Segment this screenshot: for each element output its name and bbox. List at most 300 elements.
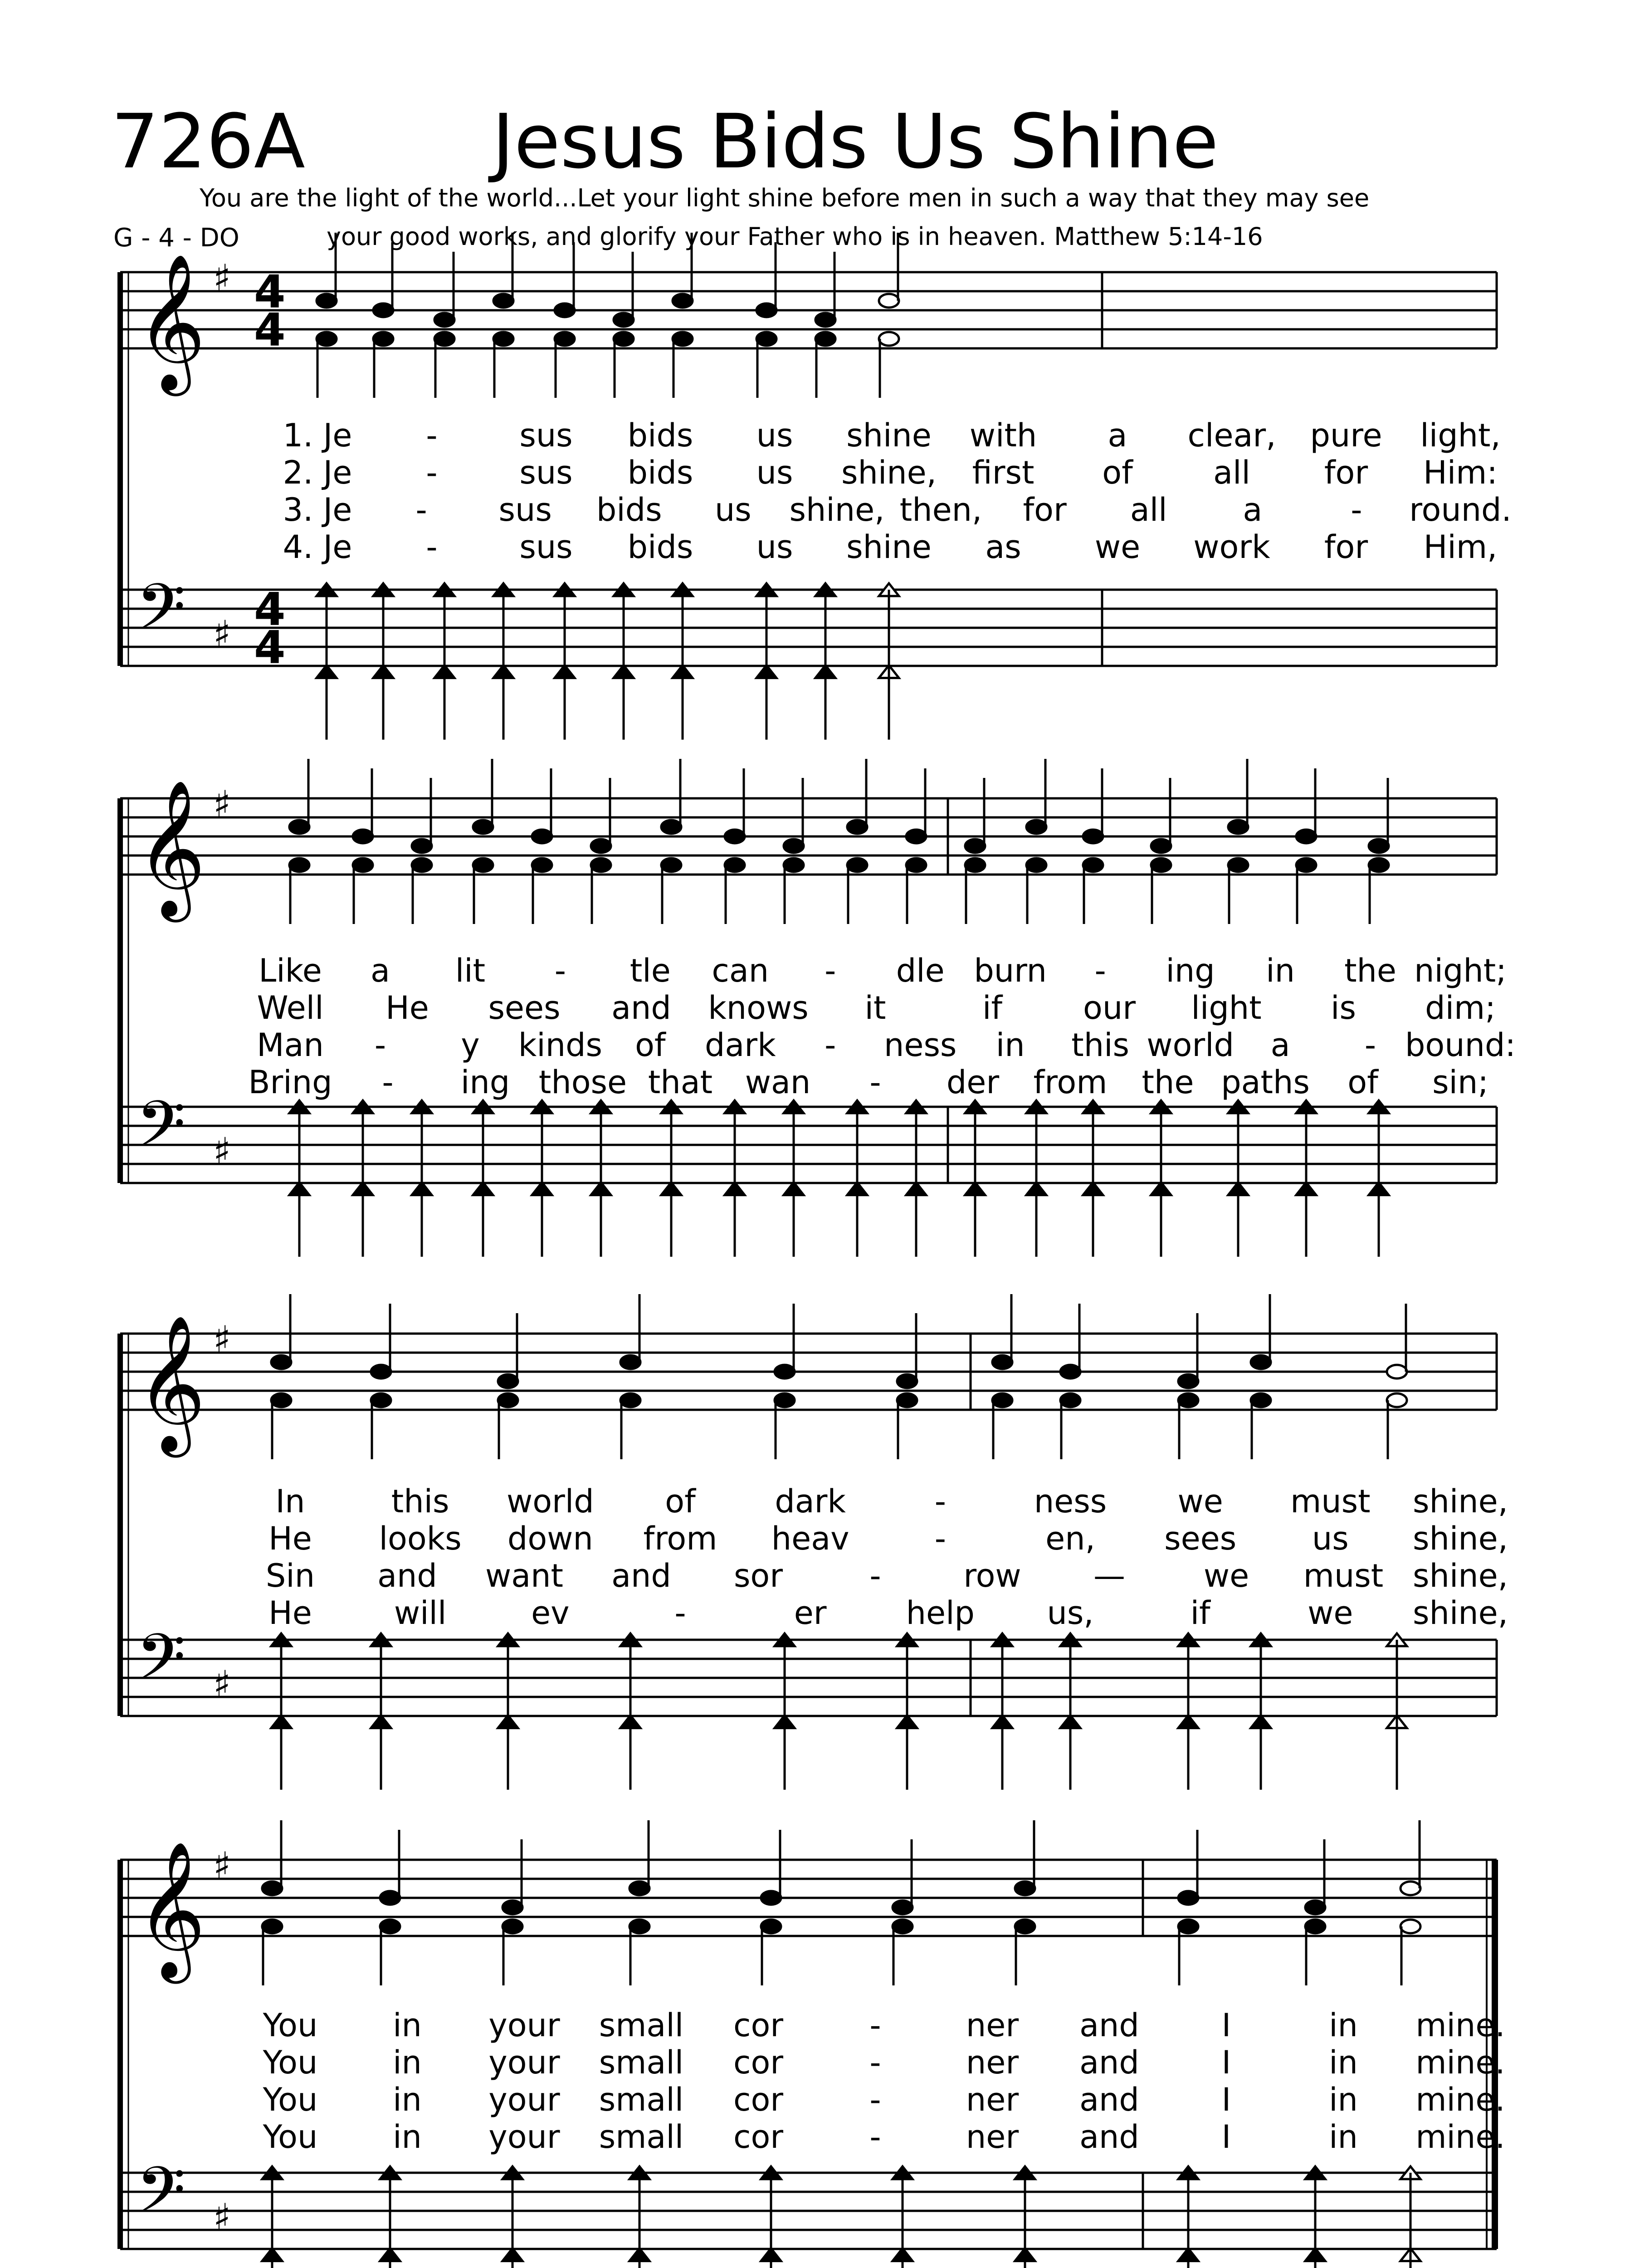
lyric-syllable: cor xyxy=(733,2118,784,2156)
note-head xyxy=(1178,1891,1198,1905)
lyric-syllable: must xyxy=(1290,1483,1371,1520)
lyric-syllable: Like xyxy=(259,952,322,989)
note-head xyxy=(493,332,513,346)
note-head xyxy=(1401,1882,1420,1895)
scripture-epigraph-line-1: You are the light of the world...Let your light shine before men in such a way that they may see xyxy=(200,184,1370,212)
lyric-syllable: - xyxy=(554,952,566,989)
note-head xyxy=(1151,839,1171,853)
note-head xyxy=(1026,820,1046,834)
note-head xyxy=(1178,1374,1198,1388)
note-head xyxy=(906,830,926,843)
note-head xyxy=(380,1891,400,1905)
lyric-syllable: 4. Je xyxy=(283,528,352,566)
lyric-syllable: work xyxy=(1193,528,1270,566)
lyric-syllable: help xyxy=(906,1594,975,1632)
lyric-syllable: bids xyxy=(596,491,662,528)
lyric-syllable: shine, xyxy=(1413,1520,1508,1557)
treble-clef-icon: 𝄞 xyxy=(136,779,206,916)
note-head xyxy=(784,858,804,872)
lyric-line xyxy=(0,417,1625,456)
lyric-syllable: in xyxy=(1329,2081,1358,2118)
sharp-icon: ♯ xyxy=(213,2196,231,2238)
lyric-syllable: I xyxy=(1221,2118,1231,2156)
note-head xyxy=(353,858,373,872)
note-head xyxy=(1251,1393,1271,1407)
note-head xyxy=(620,1393,640,1407)
lyric-syllable: - xyxy=(415,491,427,528)
lyric-syllable: a xyxy=(1108,417,1127,454)
bass-clef-icon: 𝄢 xyxy=(136,1087,186,1177)
note-head xyxy=(1305,1920,1325,1933)
lyric-syllable: shine xyxy=(846,528,932,566)
lyric-syllable: In xyxy=(275,1483,305,1520)
note-head xyxy=(503,1901,522,1914)
note-head xyxy=(847,820,867,834)
note-head xyxy=(1387,1365,1407,1378)
note-head xyxy=(761,1920,781,1933)
note-head xyxy=(412,858,432,872)
lyric-syllable: sus xyxy=(519,528,573,566)
lyric-line xyxy=(0,1594,1625,1633)
lyric-syllable: - xyxy=(934,1520,946,1557)
note-head xyxy=(1151,858,1171,872)
lyric-syllable: world xyxy=(1147,1026,1234,1064)
note-head xyxy=(353,830,373,843)
note-head xyxy=(661,820,681,834)
note-head xyxy=(784,839,804,853)
note-head xyxy=(380,1920,400,1933)
note-head xyxy=(1369,858,1389,872)
lyric-syllable: sus xyxy=(519,417,573,454)
lyric-syllable: us xyxy=(714,491,752,528)
lyric-syllable: world xyxy=(506,1483,594,1520)
note-head xyxy=(317,294,337,308)
lyric-line xyxy=(0,1066,1625,1103)
lyric-syllable: - xyxy=(1364,1026,1376,1064)
lyric-syllable: us xyxy=(1312,1520,1349,1557)
lyric-syllable: mine. xyxy=(1415,2044,1505,2081)
treble-clef-icon: 𝄞 xyxy=(136,253,206,390)
sharp-icon: ♯ xyxy=(213,257,231,299)
lyric-syllable: shine xyxy=(846,417,932,454)
note-head xyxy=(1228,820,1248,834)
lyric-syllable: for xyxy=(1324,528,1368,566)
lyric-syllable: heav xyxy=(771,1520,849,1557)
lyric-syllable: sees xyxy=(1164,1520,1237,1557)
time-signature-bottom: 4 xyxy=(254,621,286,674)
lyric-line xyxy=(0,454,1625,493)
lyric-syllable: I xyxy=(1221,2007,1231,2044)
lyric-syllable: shine, xyxy=(841,454,937,491)
lyric-syllable: You xyxy=(263,2118,318,2156)
note-head xyxy=(847,858,867,872)
lyric-syllable: cor xyxy=(733,2081,784,2118)
lyric-syllable: shine, xyxy=(789,491,885,528)
note-head xyxy=(591,858,611,872)
note-head xyxy=(473,858,493,872)
treble-clef-icon: 𝄞 xyxy=(136,1315,206,1452)
lyric-syllable: and xyxy=(1079,2044,1139,2081)
note-head xyxy=(498,1393,518,1407)
lyric-syllable: burn xyxy=(974,952,1047,989)
lyric-syllable: 1. Je xyxy=(283,417,352,454)
note-head xyxy=(1178,1920,1198,1933)
lyric-syllable: lit xyxy=(455,952,486,989)
lyric-syllable: I xyxy=(1221,2044,1231,2081)
lyric-syllable: shine, xyxy=(1413,1594,1508,1632)
note-head xyxy=(317,332,337,346)
note-head xyxy=(775,1365,795,1378)
lyric-syllable: and xyxy=(611,1557,671,1594)
lyric-syllable: row xyxy=(963,1557,1021,1594)
lyric-syllable: ner xyxy=(966,2044,1019,2081)
lyric-syllable: first xyxy=(972,454,1035,491)
note-head xyxy=(1026,858,1046,872)
note-head xyxy=(555,303,575,317)
lyric-syllable: in xyxy=(995,1026,1025,1064)
note-head xyxy=(289,858,309,872)
note-head xyxy=(761,1891,781,1905)
note-head xyxy=(1083,858,1103,872)
lyric-syllable: He xyxy=(268,1594,312,1632)
note-head xyxy=(756,332,776,346)
lyric-syllable: bids xyxy=(627,528,693,566)
lyric-syllable: bids xyxy=(627,454,693,491)
note-head xyxy=(262,1920,282,1933)
lyric-syllable: - xyxy=(869,1064,881,1101)
note-head xyxy=(614,332,634,346)
hymn-title: Jesus Bids Us Shine xyxy=(492,98,1219,185)
note-head xyxy=(992,1393,1012,1407)
lyric-syllable: - xyxy=(382,1064,394,1101)
note-head xyxy=(373,303,393,317)
lyric-syllable: - xyxy=(825,1026,836,1064)
note-head xyxy=(897,1374,917,1388)
lyric-syllable: this xyxy=(391,1483,449,1520)
note-head xyxy=(992,1355,1012,1369)
lyric-syllable: want xyxy=(485,1557,563,1594)
lyric-syllable: and xyxy=(1079,2081,1139,2118)
lyric-syllable: ness xyxy=(1034,1483,1107,1520)
lyric-syllable: Sin xyxy=(265,1557,315,1594)
lyric-syllable: small xyxy=(599,2044,684,2081)
lyric-syllable: Him: xyxy=(1423,454,1498,491)
note-head xyxy=(271,1355,291,1369)
note-head xyxy=(614,313,634,327)
lyric-syllable: sees xyxy=(488,989,561,1026)
lyric-syllable: ing xyxy=(1166,952,1215,989)
lyric-syllable: the xyxy=(1344,952,1396,989)
lyric-syllable: knows xyxy=(708,989,809,1026)
lyric-syllable: He xyxy=(268,1520,312,1557)
note-head xyxy=(1178,1393,1198,1407)
lyric-line xyxy=(0,1557,1625,1596)
lyric-line xyxy=(0,1026,1625,1066)
lyric-syllable: we xyxy=(1094,528,1141,566)
bass-clef-icon: 𝄢 xyxy=(136,2153,186,2243)
sharp-icon: ♯ xyxy=(213,783,231,825)
lyric-syllable: the xyxy=(1142,1064,1194,1101)
note-head xyxy=(434,332,454,346)
lyric-syllable: then, xyxy=(899,491,982,528)
note-head xyxy=(879,294,899,308)
lyric-syllable: - xyxy=(426,417,438,454)
note-head xyxy=(965,839,985,853)
lyric-syllable: us xyxy=(756,417,793,454)
note-head xyxy=(756,303,776,317)
note-head xyxy=(532,830,552,843)
note-head xyxy=(815,313,835,327)
lyric-line xyxy=(0,989,1625,1028)
lyric-syllable: clear, xyxy=(1187,417,1276,454)
lyric-line xyxy=(0,2009,1625,2046)
note-head xyxy=(271,1393,291,1407)
lyric-syllable: mine. xyxy=(1415,2007,1505,2044)
note-head xyxy=(815,332,835,346)
lyric-syllable: - xyxy=(426,454,438,491)
lyric-syllable: ner xyxy=(966,2007,1019,2044)
lyric-line xyxy=(0,528,1625,567)
lyric-syllable: - xyxy=(869,2081,881,2118)
lyric-syllable: is xyxy=(1331,989,1356,1026)
lyric-syllable: sus xyxy=(498,491,552,528)
lyric-syllable: mine. xyxy=(1415,2118,1505,2156)
lyric-syllable: in xyxy=(1266,952,1295,989)
lyric-syllable: sin; xyxy=(1432,1064,1488,1101)
lyric-syllable: Bring xyxy=(248,1064,332,1101)
note-head xyxy=(1060,1393,1080,1407)
lyric-syllable: a xyxy=(1270,1026,1290,1064)
lyric-syllable: down xyxy=(507,1520,593,1557)
sharp-icon: ♯ xyxy=(213,1318,231,1360)
lyric-syllable: - xyxy=(374,1026,386,1064)
lyric-syllable: 2. Je xyxy=(283,454,352,491)
lyric-syllable: those xyxy=(538,1064,627,1101)
note-head xyxy=(1305,1901,1325,1914)
lyric-syllable: - xyxy=(1351,491,1362,528)
bass-clef-icon: 𝄢 xyxy=(136,570,186,660)
lyric-syllable: Man xyxy=(257,1026,324,1064)
note-head xyxy=(371,1365,391,1378)
lyric-syllable: with xyxy=(969,417,1037,454)
note-head xyxy=(289,820,309,834)
lyric-syllable: shine, xyxy=(1413,1483,1508,1520)
lyric-syllable: cor xyxy=(733,2007,784,2044)
lyric-syllable: — xyxy=(1093,1557,1125,1594)
lyric-line xyxy=(0,1520,1625,1559)
lyric-syllable: for xyxy=(1324,454,1368,491)
lyric-syllable: der xyxy=(946,1064,1000,1101)
lyric-syllable: bound: xyxy=(1405,1026,1516,1064)
sharp-icon: ♯ xyxy=(213,1844,231,1887)
lyric-syllable: - xyxy=(869,2118,881,2156)
lyric-syllable: in xyxy=(1329,2044,1358,2081)
lyric-syllable: all xyxy=(1130,491,1167,528)
lyric-line xyxy=(0,2081,1625,2120)
note-head xyxy=(493,294,513,308)
lyric-syllable: your xyxy=(488,2118,560,2156)
lyric-syllable: of xyxy=(1347,1064,1378,1101)
lyric-syllable: sus xyxy=(519,454,573,491)
lyric-syllable: a xyxy=(371,952,390,989)
lyric-syllable: in xyxy=(393,2007,422,2044)
note-head xyxy=(1083,830,1103,843)
lyric-syllable: y xyxy=(461,1026,480,1064)
lyric-syllable: and xyxy=(1079,2118,1139,2156)
note-head xyxy=(630,1882,649,1895)
lyric-syllable: and xyxy=(377,1557,437,1594)
lyric-syllable: light, xyxy=(1420,417,1501,454)
note-head xyxy=(1015,1882,1035,1895)
lyric-syllable: cor xyxy=(733,2044,784,2081)
lyric-syllable: - xyxy=(825,952,836,989)
lyric-syllable: your xyxy=(488,2081,560,2118)
note-head xyxy=(673,332,693,346)
note-head xyxy=(262,1882,282,1895)
lyric-syllable: You xyxy=(263,2044,318,2081)
lyric-syllable: ing xyxy=(460,1064,510,1101)
note-head xyxy=(620,1355,640,1369)
lyric-syllable: we xyxy=(1203,1557,1249,1594)
lyric-syllable: night; xyxy=(1414,952,1507,989)
note-head xyxy=(1251,1355,1271,1369)
lyric-syllable: if xyxy=(982,989,1003,1026)
lyric-syllable: shine, xyxy=(1413,1557,1508,1594)
note-head xyxy=(434,313,454,327)
lyric-syllable: dark xyxy=(775,1483,846,1520)
lyric-syllable: ness xyxy=(884,1026,957,1064)
lyric-syllable: You xyxy=(263,2007,318,2044)
lyric-syllable: - xyxy=(869,2007,881,2044)
treble-clef-icon: 𝄞 xyxy=(136,1841,206,1978)
lyric-syllable: You xyxy=(263,2081,318,2118)
note-head xyxy=(1296,830,1316,843)
note-head xyxy=(775,1393,795,1407)
note-head xyxy=(897,1393,917,1407)
lyric-syllable: us xyxy=(756,454,793,491)
hymn-number: 726A xyxy=(111,98,305,185)
lyric-syllable: a xyxy=(1243,491,1263,528)
note-head xyxy=(725,858,745,872)
lyric-line xyxy=(0,2118,1625,2157)
note-head xyxy=(503,1920,522,1933)
lyric-syllable: ev xyxy=(531,1594,570,1632)
lyric-syllable: our xyxy=(1083,989,1136,1026)
note-head xyxy=(630,1920,649,1933)
lyric-syllable: us, xyxy=(1047,1594,1094,1632)
lyric-syllable: dle xyxy=(896,952,945,989)
lyric-syllable: it xyxy=(864,989,886,1026)
lyric-syllable: pure xyxy=(1310,417,1382,454)
lyric-syllable: mine. xyxy=(1415,2081,1505,2118)
note-head xyxy=(1296,858,1316,872)
lyric-syllable: - xyxy=(1094,952,1106,989)
lyric-syllable: ner xyxy=(966,2081,1019,2118)
note-head xyxy=(673,294,693,308)
note-head xyxy=(1369,839,1389,853)
note-head xyxy=(725,830,745,843)
note-head xyxy=(1387,1393,1407,1407)
lyric-line xyxy=(0,2044,1625,2083)
lyric-line xyxy=(0,1483,1625,1522)
scripture-epigraph-line-2: your good works, and glorify your Father who is in heaven. Matthew 5:14-16 xyxy=(327,222,1263,251)
note-head xyxy=(906,858,926,872)
lyric-line xyxy=(0,952,1625,991)
lyric-syllable: must xyxy=(1303,1557,1384,1594)
lyric-syllable: en, xyxy=(1045,1520,1095,1557)
lyric-syllable: we xyxy=(1308,1594,1353,1632)
key-signature-info: G - 4 - DO xyxy=(113,223,239,253)
note-head xyxy=(555,332,575,346)
lyric-syllable: - xyxy=(869,1557,881,1594)
lyric-syllable: of xyxy=(1102,454,1133,491)
lyric-syllable: as xyxy=(985,528,1021,566)
note-head xyxy=(661,858,681,872)
lyric-syllable: - xyxy=(869,2044,881,2081)
lyric-syllable: paths xyxy=(1221,1064,1310,1101)
note-head xyxy=(1015,1920,1035,1933)
lyric-syllable: wan xyxy=(745,1064,811,1101)
lyric-syllable: and xyxy=(1079,2007,1139,2044)
lyric-syllable: can xyxy=(712,952,769,989)
lyric-syllable: your xyxy=(488,2044,560,2081)
lyric-syllable: sor xyxy=(733,1557,783,1594)
lyric-syllable: bids xyxy=(627,417,693,454)
time-signature-top: 4 xyxy=(254,265,286,318)
sharp-icon: ♯ xyxy=(213,1130,231,1172)
lyric-syllable: from xyxy=(1033,1064,1108,1101)
lyric-syllable: - xyxy=(426,528,438,566)
lyric-syllable: your xyxy=(488,2007,560,2044)
lyric-syllable: from xyxy=(643,1520,717,1557)
lyric-syllable: small xyxy=(599,2081,684,2118)
lyric-syllable: and xyxy=(611,989,671,1026)
note-head xyxy=(412,839,432,853)
lyric-syllable: in xyxy=(393,2118,422,2156)
lyric-syllable: if xyxy=(1190,1594,1210,1632)
lyric-syllable: dark xyxy=(704,1026,776,1064)
lyric-syllable: of xyxy=(635,1026,666,1064)
lyric-syllable: 3. Je xyxy=(283,491,352,528)
note-head xyxy=(498,1374,518,1388)
lyric-syllable: will xyxy=(394,1594,447,1632)
note-head xyxy=(373,332,393,346)
lyric-syllable: I xyxy=(1221,2081,1231,2118)
lyric-syllable: looks xyxy=(379,1520,462,1557)
lyric-syllable: that xyxy=(648,1064,713,1101)
note-head xyxy=(591,839,611,853)
note-head xyxy=(371,1393,391,1407)
lyric-syllable: dim; xyxy=(1425,989,1496,1026)
lyric-line xyxy=(0,491,1625,530)
note-head xyxy=(893,1901,913,1914)
note-head xyxy=(879,332,899,346)
lyric-syllable: Well xyxy=(257,989,324,1026)
note-head xyxy=(893,1920,913,1933)
lyric-syllable: in xyxy=(393,2044,422,2081)
lyric-syllable: er xyxy=(794,1594,827,1632)
lyric-syllable: round. xyxy=(1409,491,1512,528)
lyric-syllable: tle xyxy=(630,952,671,989)
note-head xyxy=(532,858,552,872)
note-head xyxy=(965,858,985,872)
note-head xyxy=(1228,858,1248,872)
lyric-syllable: all xyxy=(1213,454,1250,491)
lyric-syllable: He xyxy=(386,989,429,1026)
lyric-syllable: light xyxy=(1191,989,1262,1026)
note-head xyxy=(1060,1365,1080,1378)
lyric-syllable: small xyxy=(599,2118,684,2156)
